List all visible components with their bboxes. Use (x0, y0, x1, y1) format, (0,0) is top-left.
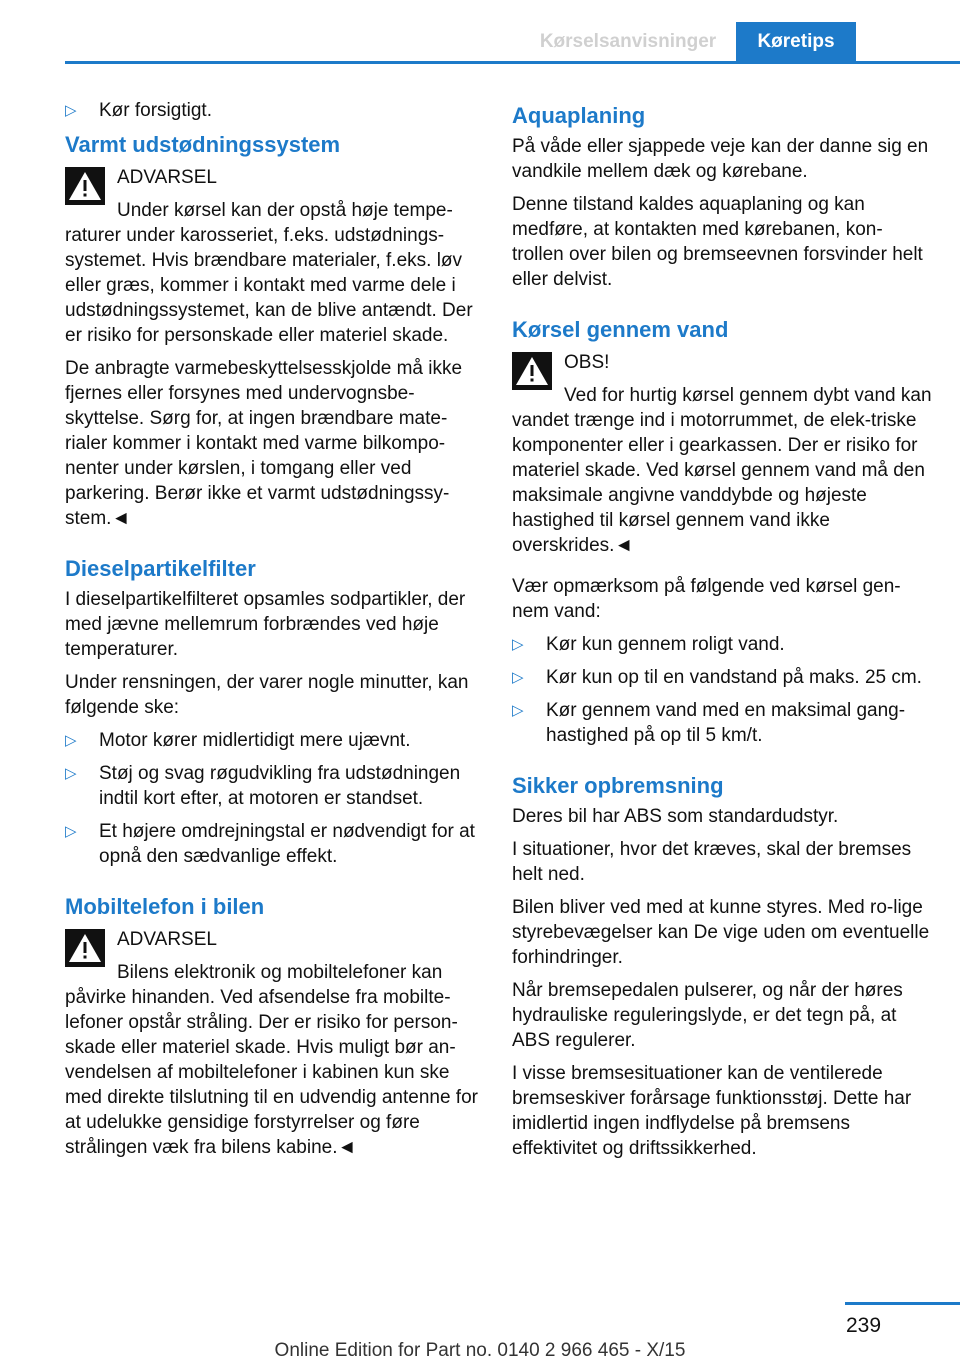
paragraph: De anbragte varmebeskyttelsesskjolde må ikke fjernes eller forsynes med undervognsbe‐skyttelse. Sørg for, at ingen brændbare mate‐rialer kommer i kontakt med varme bilkompo‐nenter under kørslen, i tomgang eller ved parkering. Berør ikke et varmt udstødningssy‐stem.◄ (65, 358, 463, 529)
list-item: ▷ Kør kun op til en vandstand på maks. 25 cm. (512, 667, 922, 688)
warning-triangle-icon (65, 167, 105, 205)
warning-text: Bilens elektronik og mobiltelefoner kan påvirke hinanden. Ved afsendelse fra mobilte‐lefoner opstår stråling. Der er risiko for person‐skade eller materiel skade. Hvis muligt bør an‐vendelsen af mobiltelefoner i kabinen kun ske med direkte tilslutning til en udvendig antenne for at udelukke gensidige forstyrrelser og føre strålingen væk fra bilens kabine.◄ (65, 962, 478, 1158)
list-item: ▷ Støj og svag røgudvikling fra udstødningen indtil kort efter, at motoren er standset. (65, 763, 461, 809)
paragraph: I situationer, hvor det kræves, skal der bremses helt ned. (512, 839, 912, 885)
triangle-right-icon: ▷ (65, 823, 77, 840)
paragraph: Under rensningen, der varer nogle minutter, kan følgende ske: (65, 672, 469, 718)
paragraph: I dieselpartikelfilteret opsamles sodpartikler, der med jævne mellemrum forbrændes ved høje temperaturer. (65, 589, 466, 660)
triangle-right-icon: ▷ (65, 732, 77, 749)
notice-block (512, 350, 932, 558)
list-item: ▷ Et højere omdrejningstal er nødvendigt for at opnå den sædvanlige effekt. (65, 821, 475, 867)
section-heading-aquaplaning: Aquaplaning (512, 103, 646, 128)
header-rule (65, 61, 960, 64)
list-item: ▷ Kør gennem vand med en maksimal gang‐hastighed på op til 5 km/t. (512, 700, 906, 746)
warning-triangle-icon (65, 929, 105, 967)
paragraph: Når bremsepedalen pulserer, og når der høres hydrauliske reguleringslyde, er det tegn på, at ABS regulerer. (512, 980, 903, 1051)
notice-text: Ved for hurtig kørsel gennem dybt vand kan vandet trænge ind i motorrummet, de elek‐triske komponenter eller i gearkassen. Der er risiko for materiel skade. Ved kørsel gennem vand må den maksimale angivne vanddybde og højeste hastighed til kørsel gennem vand ikke overskrides.◄ (512, 385, 932, 556)
warning-label: ADVARSEL (117, 929, 217, 950)
warning-text: Under kørsel kan der opstå høje tempe‐raturer under karosseriet, f.eks. udstødnings‐systemet. Hvis brændbare materialer, f.eks. løv eller græs, kommer i kontakt med varme dele i udstødningssystemet, kan de blive antændt. Der er risiko for personskade eller materiel skade. (65, 200, 473, 346)
paragraph: Bilen bliver ved med at kunne styres. Med ro‐lige styrebevægelser kan De vige uden om eventuelle forhindringer. (512, 897, 930, 968)
list-item: ▷ Kør kun gennem roligt vand. (512, 634, 785, 655)
notice-label: OBS! (564, 352, 610, 373)
section-heading-mobile: Mobiltelefon i bilen (65, 894, 265, 919)
triangle-right-icon: ▷ (512, 669, 524, 686)
left-column (65, 98, 481, 1168)
list-item: ▷ Kør forsigtigt. (65, 100, 212, 121)
chapter-tab: Køretips (736, 22, 856, 62)
triangle-right-icon: ▷ (65, 765, 77, 782)
section-tab: Kørselsanvisninger (539, 31, 717, 52)
section-heading-exhaust: Varmt udstødningssystem (65, 132, 341, 157)
triangle-right-icon: ▷ (65, 102, 77, 119)
triangle-right-icon: ▷ (512, 636, 524, 653)
page-number: 239 (846, 1314, 882, 1337)
paragraph: På våde eller sjappede veje kan der danne sig en vandkile mellem dæk og kørebane. (512, 136, 929, 182)
section-heading-diesel: Dieselpartikelfilter (65, 556, 256, 581)
triangle-right-icon: ▷ (512, 702, 524, 719)
paragraph: I visse bremsesituationer kan de ventilerede bremseskiver forårsage funktionsstøj. Dette har imidlertid ingen indflydelse på bremsens effektivitet og driftssikkerhed. (512, 1063, 912, 1159)
paragraph: Vær opmærksom på følgende ved kørsel gen‐nem vand: (512, 576, 901, 622)
footer-rule (845, 1302, 960, 1305)
list-item: ▷ Motor kører midlertidigt mere ujævnt. (65, 730, 411, 751)
paragraph: Deres bil har ABS som standardudstyr. (512, 806, 839, 827)
section-heading-braking: Sikker opbremsning (512, 773, 724, 798)
warning-block (65, 927, 481, 1160)
section-heading-water: Kørsel gennem vand (512, 317, 729, 342)
edition-note: Online Edition for Part no. 0140 2 966 465 - X/15 (274, 1340, 686, 1361)
warning-label: ADVARSEL (117, 167, 217, 188)
warning-block (65, 165, 481, 348)
warning-triangle-icon (512, 352, 552, 390)
page-header (0, 0, 960, 62)
paragraph: Denne tilstand kaldes aquaplaning og kan medføre, at kontakten med kørebanen, kon‐trollen over bilen og bremseevnen forsvinder helt eller delvist. (512, 194, 923, 290)
right-column (512, 98, 932, 1169)
